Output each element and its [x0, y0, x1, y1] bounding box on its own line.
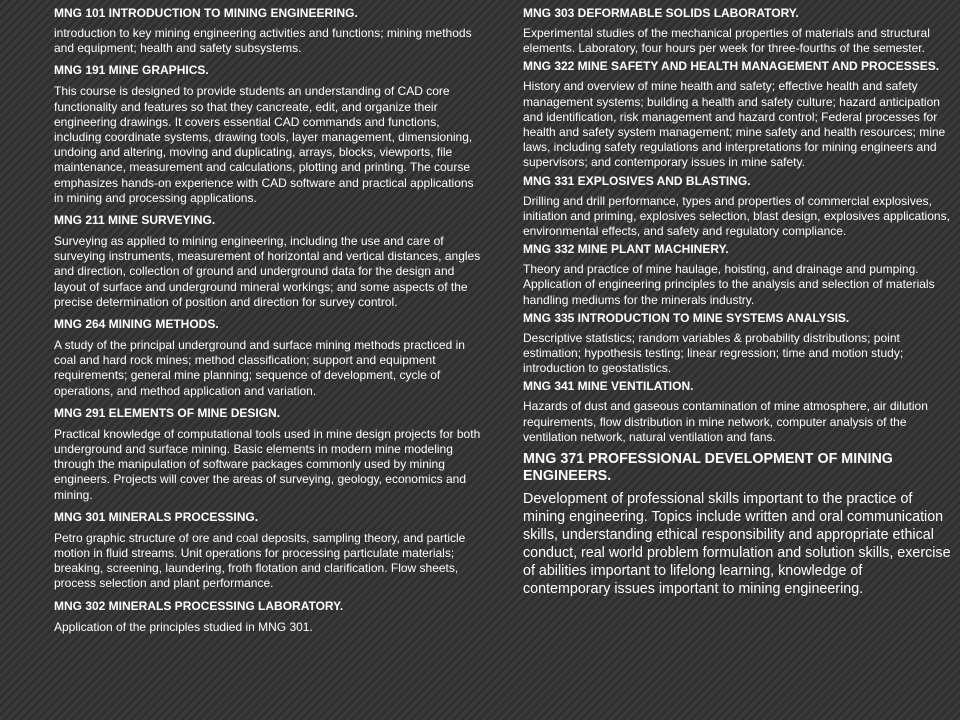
course-mng-291: [54, 406, 486, 503]
course-mng-302: [54, 599, 486, 635]
course-description: History and overview of mine health and safety; effective health and safety management systems; building a health and safety culture; hazard anticipation and identification, risk management and hazard control; Federal processes for health and safety system management; mine safety and health resources; mine laws, including safety regulations and interpretations for mining engineers and supervisors; and contemporary issues in mine safety.: [523, 79, 946, 170]
course-description: Hazards of dust and gaseous contamination of mine atmosphere, air dilution requirements, flow distribution in mine network, computer analysis of the ventilation network, natural ventilation and fans.: [523, 399, 928, 444]
course-title: MNG 322 MINE SAFETY AND HEALTH MANAGEMENT AND PROCESSES.: [523, 59, 940, 74]
course-description: Development of professional skills important to the practice of mining engineering. Topics include written and oral communication skills, understanding ethical responsibility and appropriate ethical conduct, real world problem formulation and solution skills, exercise of abilities important to lifelong learning, knowledge of contemporary issues important to mining engineering.: [523, 491, 951, 598]
course-mng-101: [54, 6, 486, 56]
course-description: Application of the principles studied in MNG 301.: [54, 619, 313, 634]
course-description: introduction to key mining engineering activities and functions; mining methods and equipment; health and safety subsystems.: [54, 26, 472, 56]
course-mng-371: [523, 451, 953, 598]
course-description: This course is designed to provide students an understanding of CAD core functionality and features so that they cancreate, edit, and organize their engineering drawings. It covers essential CAD commands and functions, including coordinate systems, drawing tools, layer management, dimensioning, undoing and altering, moving and duplicating, arrays, blocks, viewports, file maintenance, measurement and calculations, plotting and printing. The course emphasizes hands-on experience with CAD software and practical applications in mining and processing applications.: [54, 84, 474, 205]
course-title: MNG 303 DEFORMABLE SOLIDS LABORATORY.: [523, 6, 799, 20]
course-description: Surveying as applied to mining engineering, including the use and care of surveying instruments, measurement of horizontal and vertical distances, angles and direction, collection of ground and underground data for the design and layout of surface and underground mineral workings; and some aspects of the precise determination of position and direction for survey control.: [54, 234, 481, 309]
course-title: MNG 191 MINE GRAPHICS.: [54, 63, 209, 78]
course-description: Experimental studies of the mechanical properties of materials and structural elements. Laboratory, four hours per week for three-fourths of the semester.: [523, 26, 930, 56]
course-title: MNG 264 MINING METHODS.: [54, 317, 219, 332]
course-mng-191: [54, 63, 486, 206]
course-title: MNG 335 INTRODUCTION TO MINE SYSTEMS ANALYSIS.: [523, 310, 850, 325]
right-column: [523, 0, 953, 598]
course-mng-301: [54, 510, 486, 592]
course-title: MNG 371 PROFESSIONAL DEVELOPMENT OF MINING ENGINEERS.: [523, 451, 893, 485]
course-mng-303: [523, 6, 953, 56]
course-title: MNG 332 MINE PLANT MACHINERY.: [523, 242, 729, 257]
course-mng-335: [523, 311, 953, 377]
course-mng-332: [523, 242, 953, 308]
course-title: MNG 301 MINERALS PROCESSING.: [54, 509, 259, 524]
course-title: MNG 211 MINE SURVEYING.: [54, 213, 216, 228]
course-mng-322: [523, 59, 953, 170]
course-description: Descriptive statistics; random variables & probability distributions; point estimation; hypothesis testing; linear regression; time and motion study; introduction to geostatistics.: [523, 330, 904, 376]
course-description: A study of the principal underground and surface mining methods practiced in coal and hard rock mines; method classification; support and equipment requirements; general mine planning; sequence of development, cycle of operations, and method application and variation.: [54, 338, 465, 398]
course-mng-331: [523, 174, 953, 240]
course-title: MNG 291 ELEMENTS OF MINE DESIGN.: [54, 405, 281, 420]
course-mng-341: [523, 379, 953, 445]
course-title: MNG 101 INTRODUCTION TO MINING ENGINEERING.: [54, 6, 358, 20]
left-column: [54, 0, 486, 635]
course-description: Petro graphic structure of ore and coal deposits, sampling theory, and particle motion in fluid streams. Unit operations for processing particulate materials; breaking, screening, laundering, froth flotation and clarification. Flow sheets, process selection and plant performance.: [54, 530, 466, 591]
course-description: Drilling and drill performance, types and properties of commercial explosives, initiation and priming, explosives selection, blast design, explosives applications, environmental effects, and safety and regulatory compliance.: [523, 193, 950, 239]
course-title: MNG 302 MINERALS PROCESSING LABORATORY.: [54, 598, 344, 613]
course-mng-264: [54, 317, 486, 399]
course-description: Theory and practice of mine haulage, hoisting, and drainage and pumping. Application of engineering principles to the analysis and selection of materials handling mediums for the minerals industry.: [523, 262, 935, 307]
course-mng-211: [54, 213, 486, 310]
course-description: Practical knowledge of computational tools used in mine design projects for both underground and surface mining. Basic elements in modern mine modeling through the manipulation of software packages commonly used by mining engineers. Projects will cover the areas of surveying, geology, economics and mining.: [54, 426, 481, 502]
course-title: MNG 341 MINE VENTILATION.: [523, 379, 694, 394]
course-title: MNG 331 EXPLOSIVES AND BLASTING.: [523, 173, 751, 188]
